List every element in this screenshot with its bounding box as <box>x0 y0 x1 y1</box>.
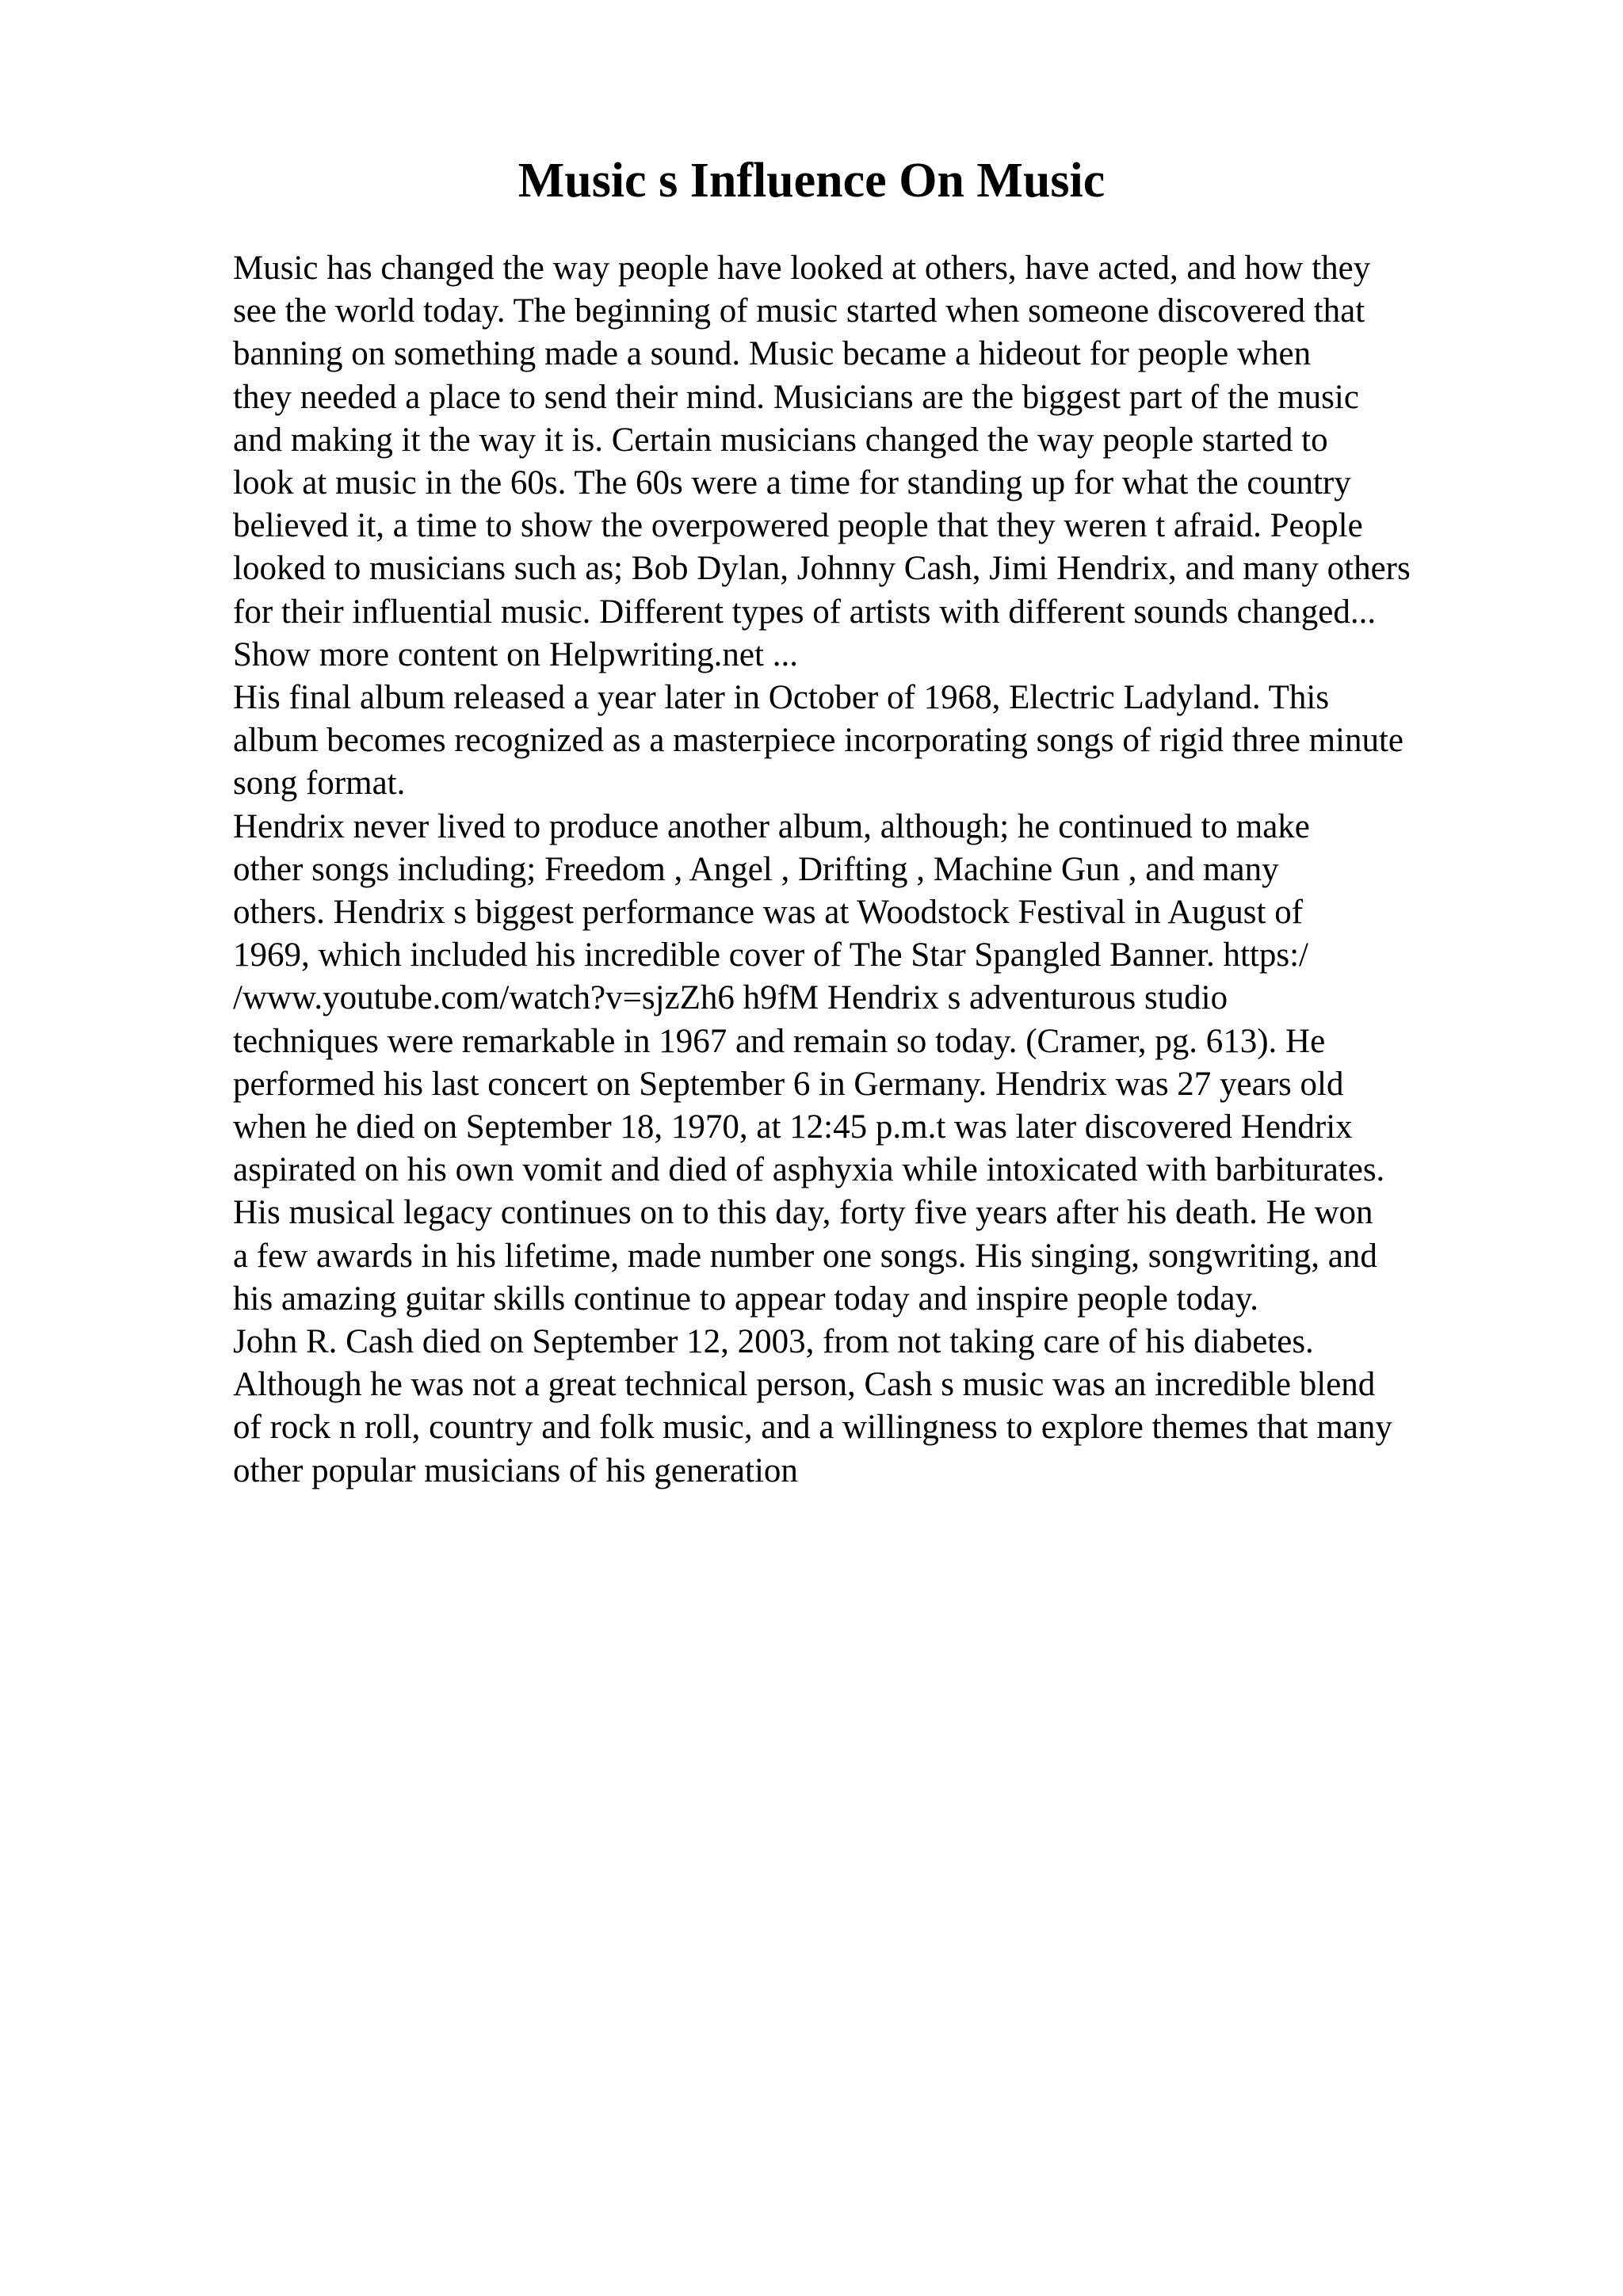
text-line: His final album released a year later in October of 1968, Electric Ladyland. This <box>233 679 1330 717</box>
text-line: when he died on September 18, 1970, at 12:45 p.m.t was later discovered Hendrix <box>233 1108 1353 1146</box>
text-line: look at music in the 60s. The 60s were a time for standing up for what the country <box>233 464 1351 502</box>
text-line: banning on something made a sound. Music became a hideout for people when <box>233 335 1312 373</box>
text-line: see the world today. The beginning of music started when someone discovered that <box>233 292 1365 330</box>
text-line: John R. Cash died on September 12, 2003, from not taking care of his diabetes. <box>233 1323 1314 1361</box>
text-line: Show more content on Helpwriting.net ... <box>233 635 798 673</box>
text-line: and making it the way it is. Certain musicians changed the way people started to <box>233 421 1328 459</box>
text-line: His musical legacy continues on to this day, forty five years after his death. He won <box>233 1194 1373 1232</box>
text-line: of rock n roll, country and folk music, and a willingness to explore themes that many <box>233 1409 1392 1447</box>
text-line: 1969, which included his incredible cover of The Star Spangled Banner. https:/ <box>233 936 1308 974</box>
text-line: Music has changed the way people have looked at others, have acted, and how they <box>233 250 1371 287</box>
text-line: a few awards in his lifetime, made number one songs. His singing, songwriting, and <box>233 1237 1377 1275</box>
text-line: other popular musicians of his generation <box>233 1451 798 1489</box>
text-line: aspirated on his own vomit and died of asphyxia while intoxicated with barbiturates. <box>233 1151 1385 1189</box>
text-line: looked to musicians such as; Bob Dylan, Johnny Cash, Jimi Hendrix, and many others <box>233 550 1411 588</box>
text-line: his amazing guitar skills continue to appear today and inspire people today. <box>233 1280 1259 1318</box>
text-line: for their influential music. Different types of artists with different sounds changed... <box>233 593 1377 631</box>
document-body <box>233 247 1596 1493</box>
text-line: /www.youtube.com/watch?v=sjzZh6 h9fM Hendrix s adventurous studio <box>233 979 1228 1017</box>
text-line: performed his last concert on September 6 in Germany. Hendrix was 27 years old <box>233 1065 1344 1103</box>
text-line: others. Hendrix s biggest performance was at Woodstock Festival in August of <box>233 894 1304 932</box>
document-title: Music s Influence On Music <box>517 154 1106 208</box>
text-line: techniques were remarkable in 1967 and remain so today. (Cramer, pg. 613). He <box>233 1022 1326 1060</box>
text-line: Hendrix never lived to produce another album, although; he continued to make <box>233 807 1310 845</box>
text-line: song format. <box>233 765 406 803</box>
text-line: Although he was not a great technical person, Cash s music was an incredible blend <box>233 1366 1376 1404</box>
text-line: album becomes recognized as a masterpiece incorporating songs of rigid three minute <box>233 722 1404 760</box>
text-line: believed it, a time to show the overpowered people that they weren t afraid. People <box>233 507 1363 545</box>
text-line: they needed a place to send their mind. Musicians are the biggest part of the music <box>233 378 1359 416</box>
text-line: other songs including; Freedom , Angel , Drifting , Machine Gun , and many <box>233 850 1279 888</box>
